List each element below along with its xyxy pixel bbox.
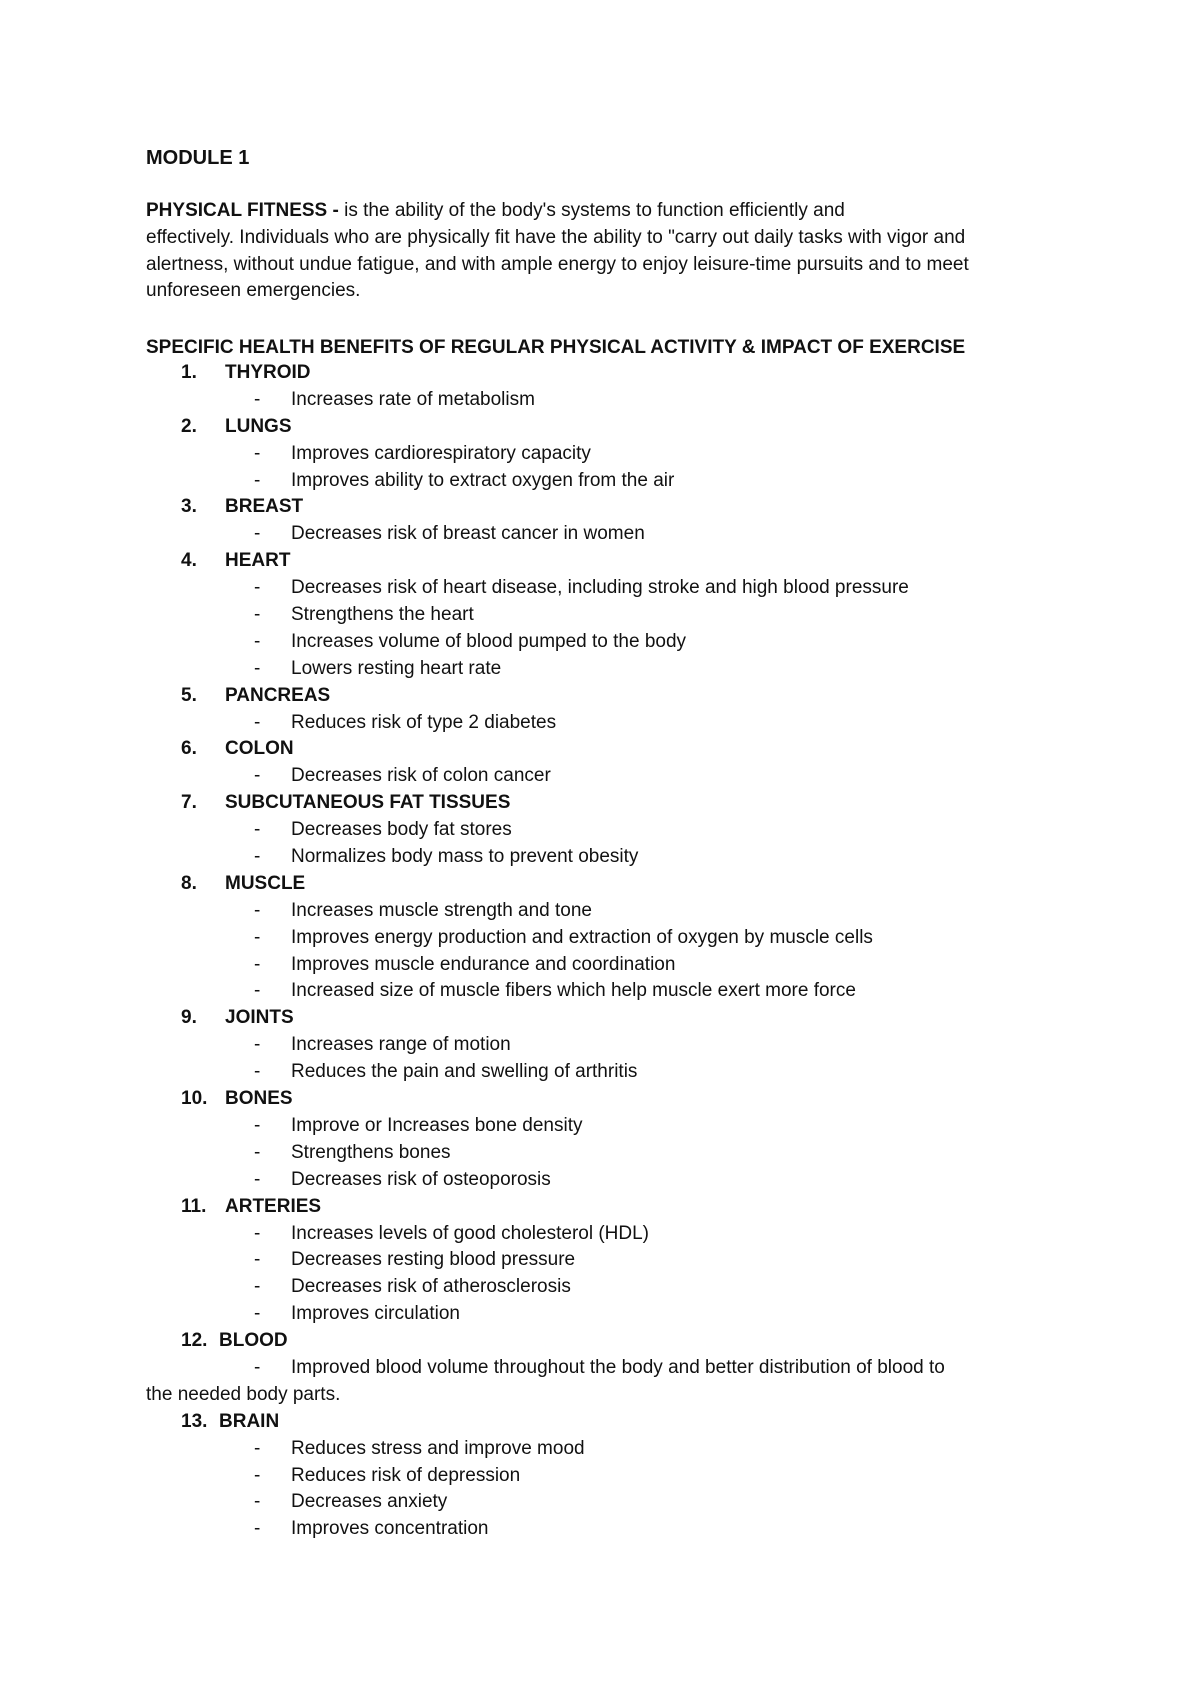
definition-line xyxy=(146,198,1046,225)
bullet-dash: - xyxy=(254,899,261,921)
benefit-item xyxy=(0,710,1200,737)
organ-heading xyxy=(0,736,1200,763)
definition-line: alertness, without undue fatigue, and with ample energy to enjoy leisure-time pursuits and to meet xyxy=(146,253,969,275)
benefit-item xyxy=(0,656,1200,683)
definition-term: PHYSICAL FITNESS - xyxy=(146,200,339,221)
definition-line: unforeseen emergencies. xyxy=(146,280,361,302)
organ-name: THYROID xyxy=(225,362,311,383)
organ-heading xyxy=(0,1005,1200,1032)
benefit-text: Strengthens the heart xyxy=(291,604,474,626)
bullet-dash: - xyxy=(254,1437,261,1459)
benefit-text: Improves concentration xyxy=(291,1518,489,1540)
benefit-item xyxy=(0,1113,1200,1140)
benefit-text: Lowers resting heart rate xyxy=(291,657,502,679)
benefit-item xyxy=(0,1059,1200,1086)
benefit-text: Improves cardiorespiratory capacity xyxy=(291,442,591,464)
organ-heading xyxy=(0,1194,1200,1221)
benefit-item xyxy=(0,1516,1200,1543)
bullet-dash: - xyxy=(254,765,261,787)
benefit-text: Normalizes body mass to prevent obesity xyxy=(291,846,639,868)
bullet-dash: - xyxy=(254,1276,261,1298)
benefit-text: Increased size of muscle fibers which help muscle exert more force xyxy=(291,980,856,1002)
benefit-item xyxy=(0,844,1200,871)
benefit-item xyxy=(0,925,1200,952)
bullet-dash: - xyxy=(254,1061,261,1083)
organ-name: BREAST xyxy=(225,496,304,518)
benefit-item xyxy=(0,521,1200,548)
organ-name: PANCREAS xyxy=(225,684,331,706)
bullet-dash: - xyxy=(254,1249,261,1271)
module-title: MODULE 1 xyxy=(146,147,250,169)
definition-line: effectively. Individuals who are physically fit have the ability to "carry out daily tasks with vigor and xyxy=(146,226,966,248)
benefit-item xyxy=(0,1489,1200,1516)
bullet-dash: - xyxy=(254,657,261,679)
benefit-text: Increases volume of blood pumped to the body xyxy=(291,630,687,652)
organ-name: COLON xyxy=(225,738,294,760)
organ-heading xyxy=(0,548,1200,575)
section-heading: SPECIFIC HEALTH BENEFITS OF REGULAR PHYSICAL ACTIVITY & IMPACT OF EXERCISE xyxy=(146,337,966,358)
organ-heading xyxy=(0,790,1200,817)
benefit-text: Increases muscle strength and tone xyxy=(291,899,593,921)
organ-name: SUBCUTANEOUS FAT TISSUES xyxy=(225,792,511,814)
organ-number: 11. xyxy=(181,1195,207,1217)
organ-heading xyxy=(0,683,1200,710)
benefit-continuation xyxy=(0,1382,1200,1409)
benefit-item xyxy=(0,602,1200,629)
benefit-item xyxy=(0,1274,1200,1301)
organ-number: 2. xyxy=(181,415,197,437)
benefit-item xyxy=(0,1355,1200,1382)
definition-text: is the ability of the body's systems to function efficiently and xyxy=(338,200,845,221)
organ-name: BONES xyxy=(225,1088,293,1110)
organ-number: 4. xyxy=(181,550,197,572)
benefit-item xyxy=(0,952,1200,979)
benefit-text: Improved blood volume throughout the body and better distribution of blood to xyxy=(291,1356,945,1378)
benefit-text: Increases rate of metabolism xyxy=(291,388,535,410)
bullet-dash: - xyxy=(254,1141,261,1163)
benefit-text: Decreases resting blood pressure xyxy=(291,1249,576,1271)
organ-number: 7. xyxy=(181,792,197,814)
organ-number: 8. xyxy=(181,872,197,894)
bullet-dash: - xyxy=(254,1518,261,1540)
bullet-dash: - xyxy=(254,926,261,948)
organ-number: 9. xyxy=(181,1007,197,1029)
benefit-item xyxy=(0,763,1200,790)
benefit-item xyxy=(0,1247,1200,1274)
benefit-item xyxy=(0,468,1200,495)
benefit-text: Reduces stress and improve mood xyxy=(291,1437,585,1459)
bullet-dash: - xyxy=(254,469,261,491)
bullet-dash: - xyxy=(254,953,261,975)
benefit-text: Strengthens bones xyxy=(291,1141,451,1163)
benefit-item xyxy=(0,1463,1200,1490)
benefit-text: Improves muscle endurance and coordination xyxy=(291,953,676,975)
organ-number: 3. xyxy=(181,496,197,518)
bullet-dash: - xyxy=(254,819,261,841)
bullet-dash: - xyxy=(254,1356,261,1378)
bullet-dash: - xyxy=(254,442,261,464)
benefit-text: Decreases risk of atherosclerosis xyxy=(291,1276,571,1298)
benefit-text: Decreases risk of osteoporosis xyxy=(291,1168,551,1190)
organ-heading xyxy=(0,414,1200,441)
bullet-dash: - xyxy=(254,711,261,733)
benefit-text: Decreases risk of colon cancer xyxy=(291,765,551,787)
organ-name: HEART xyxy=(225,550,291,572)
benefit-item xyxy=(0,441,1200,468)
benefit-text: the needed body parts. xyxy=(146,1383,341,1405)
benefit-item xyxy=(0,978,1200,1005)
benefit-item xyxy=(0,1167,1200,1194)
bullet-dash: - xyxy=(254,1034,261,1056)
organ-number: 5. xyxy=(181,684,197,706)
physical-fitness-definition xyxy=(146,198,1046,305)
organ-name: LUNGS xyxy=(225,415,292,437)
organ-heading xyxy=(0,360,1200,387)
benefit-text: Decreases anxiety xyxy=(291,1491,448,1513)
bullet-dash: - xyxy=(254,577,261,599)
organ-name: JOINTS xyxy=(225,1007,294,1029)
benefit-item xyxy=(0,1140,1200,1167)
organ-heading xyxy=(0,1409,1200,1436)
benefit-text: Improves ability to extract oxygen from the air xyxy=(291,469,675,491)
organ-number: 6. xyxy=(181,738,197,760)
bullet-dash: - xyxy=(254,1168,261,1190)
bullet-dash: - xyxy=(254,1222,261,1244)
benefit-item xyxy=(0,1221,1200,1248)
benefit-text: Reduces risk of depression xyxy=(291,1464,521,1486)
organ-heading xyxy=(0,871,1200,898)
benefit-item xyxy=(0,817,1200,844)
bullet-dash: - xyxy=(254,388,261,410)
bullet-dash: - xyxy=(254,523,261,545)
organ-number: 12. xyxy=(181,1330,208,1352)
benefit-text: Reduces the pain and swelling of arthritis xyxy=(291,1061,638,1083)
organ-name: ARTERIES xyxy=(225,1195,322,1217)
bullet-dash: - xyxy=(254,604,261,626)
organ-name: MUSCLE xyxy=(225,872,306,894)
benefit-text: Decreases risk of breast cancer in women xyxy=(291,523,645,545)
bullet-dash: - xyxy=(254,846,261,868)
benefit-item xyxy=(0,575,1200,602)
benefit-item xyxy=(0,898,1200,925)
organ-name: BRAIN xyxy=(219,1410,280,1432)
bullet-dash: - xyxy=(254,1491,261,1513)
benefit-item xyxy=(0,1301,1200,1328)
benefit-text: Decreases body fat stores xyxy=(291,819,512,841)
bullet-dash: - xyxy=(254,980,261,1002)
organ-number: 13. xyxy=(181,1410,208,1432)
benefit-text: Reduces risk of type 2 diabetes xyxy=(291,711,557,733)
organ-number: 1. xyxy=(181,362,197,383)
benefit-text: Decreases risk of heart disease, including stroke and high blood pressure xyxy=(291,577,909,599)
benefits-list xyxy=(0,360,1200,1543)
benefit-text: Improves circulation xyxy=(291,1303,460,1325)
organ-heading xyxy=(0,494,1200,521)
benefit-text: Increases levels of good cholesterol (HDL) xyxy=(291,1222,650,1244)
bullet-dash: - xyxy=(254,1464,261,1486)
bullet-dash: - xyxy=(254,1114,261,1136)
benefit-text: Increases range of motion xyxy=(291,1034,511,1056)
benefit-text: Improves energy production and extraction of oxygen by muscle cells xyxy=(291,926,873,948)
benefit-item xyxy=(0,629,1200,656)
benefit-item xyxy=(0,387,1200,414)
organ-number: 10. xyxy=(181,1088,208,1110)
benefit-item xyxy=(0,1032,1200,1059)
benefit-item xyxy=(0,1436,1200,1463)
organ-heading xyxy=(0,1086,1200,1113)
organ-heading xyxy=(0,1328,1200,1355)
bullet-dash: - xyxy=(254,630,261,652)
benefit-text: Improve or Increases bone density xyxy=(291,1114,583,1136)
organ-name: BLOOD xyxy=(219,1330,288,1352)
bullet-dash: - xyxy=(254,1303,261,1325)
